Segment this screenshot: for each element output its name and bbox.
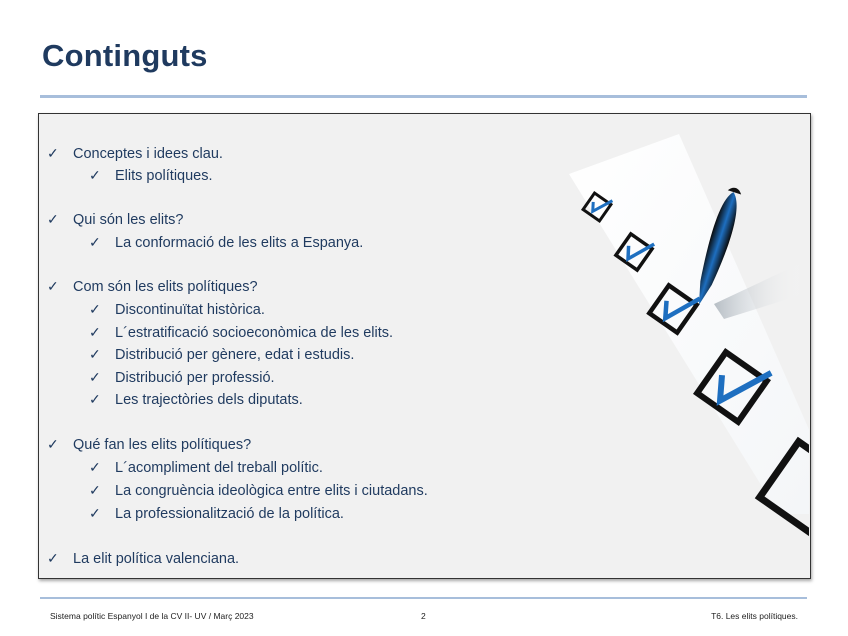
paper-sheet [569,134,809,514]
footer-page-number: 2 [421,611,426,621]
slide-title: Continguts [42,38,208,73]
checklist-with-pen-icon [549,134,809,554]
checkmark-icon: ✓ [89,301,101,317]
checkmark-icon: ✓ [47,278,59,294]
list-item-text: Com són les elits polítiques? [73,279,258,295]
footer-course-info: Sistema polític Espanyol I de la CV II- UV / Març 2023 [50,611,254,621]
list-subitem-text: L´estratificació socioeconòmica de les elits. [115,325,394,341]
title-divider [40,95,807,98]
list-subitem-text: La conformació de les elits a Espanya. [115,235,364,251]
list-item-text: Conceptes i idees clau. [73,146,223,162]
list-subitem-text: L´acompliment del treball polític. [115,460,323,476]
checkmark-icon: ✓ [89,391,101,407]
checkmark-icon: ✓ [89,324,101,340]
list-item-text: Qui són les elits? [73,212,184,228]
checkmark-icon: ✓ [89,482,101,498]
list-item-text: La elit política valenciana. [73,551,240,567]
contents-list [39,114,559,578]
list-subitem-text: La congruència ideològica entre elits i ciutadans. [115,483,428,499]
list-subitem-text: Discontinuïtat històrica. [115,302,265,318]
checkmark-icon: ✓ [89,369,101,385]
list-subitem-text: Distribució per professió. [115,370,275,386]
checkmark-icon: ✓ [47,211,59,227]
list-subitem-text: Les trajectòries dels diputats. [115,392,303,408]
checkmark-icon: ✓ [47,436,59,452]
checkmark-icon: ✓ [89,234,101,250]
checkmark-icon: ✓ [47,145,59,161]
content-box [38,113,811,579]
list-item-text: Qué fan les elits polítiques? [73,437,252,453]
footer-topic: T6. Les elits polítiques. [711,611,798,621]
checkmark-icon: ✓ [89,505,101,521]
list-subitem-text: La professionalització de la política. [115,506,344,522]
checkmark-icon: ✓ [89,346,101,362]
footer-divider [40,597,807,599]
checkmark-icon: ✓ [47,550,59,566]
list-subitem-text: Distribució per gènere, edat i estudis. [115,347,355,363]
list-subitem-text: Elits polítiques. [115,168,213,184]
checkmark-icon: ✓ [89,167,101,183]
checkmark-icon: ✓ [89,459,101,475]
